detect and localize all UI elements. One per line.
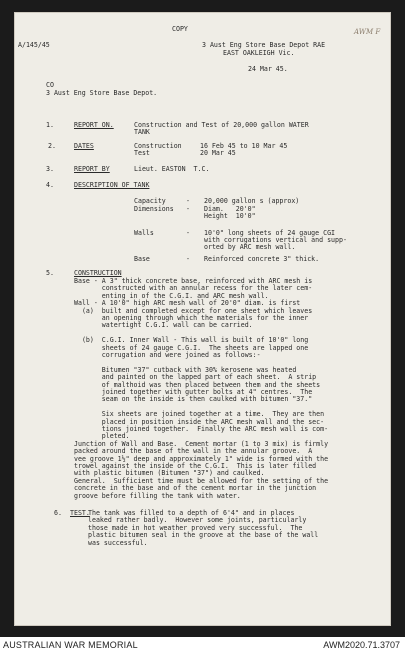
capacity-value: 20,000 gallon s (approx) xyxy=(204,197,300,205)
walls-value-2: with corrugations vertical and supp- xyxy=(204,236,347,244)
base-dash: - xyxy=(186,255,190,263)
section-4-title: DESCRIPTION OF TANK xyxy=(74,181,150,189)
construction-line: Bitumen "37" cutback with 30% kerosene was heated xyxy=(74,365,297,374)
capacity-dash: - xyxy=(186,197,190,205)
accession-number: AWM2020.71.3707 xyxy=(323,640,400,650)
walls-value-1: 10'0" long sheets of 24 gauge CGI xyxy=(204,229,336,237)
construction-line: General. Sufficient time must be allowed for the setting of the xyxy=(74,476,329,485)
construction-line: concrete in the base and of the cement mortar in the junction xyxy=(74,484,317,493)
report-author: Lieut. EASTON T.C. xyxy=(134,165,210,173)
construction-line: groove before filling the tank with water. xyxy=(74,491,241,500)
section-2-number: 2. xyxy=(48,142,56,150)
height-value: Height 10'0" xyxy=(204,212,256,220)
construction-line: trowel against the inside of the C.G.I. This is later filled xyxy=(74,462,317,470)
document-date: 24 Mar 45. xyxy=(248,65,288,73)
handwritten-mark: AWM F xyxy=(354,28,381,36)
base-label: Base xyxy=(134,255,150,263)
construction-line: watertight C.G.I. wall can be carried. xyxy=(74,321,253,330)
construction-line: joined together with gutter bolts at 4" centres. The xyxy=(74,388,313,396)
construction-line: vee groove 1½" deep and approximately 1" wide is formed with the xyxy=(74,454,329,463)
dimensions-dash: - xyxy=(186,205,190,213)
section-5-number: 5. xyxy=(46,269,54,277)
walls-dash: - xyxy=(186,229,190,237)
construction-line: with plastic bitumen (Bitumen "37") and caulked. xyxy=(74,469,265,478)
section-3-title: REPORT BY xyxy=(74,165,110,173)
construction-line: and painted on the lapped part of each sheet. A strip xyxy=(74,373,317,382)
construction-label: Construction xyxy=(134,142,182,150)
construction-line: placed in position inside the ARC mesh wall and the sec- xyxy=(74,417,325,426)
section-5-title: CONSTRUCTION xyxy=(74,269,122,277)
document-page xyxy=(14,12,391,626)
section-6-title: TEST. xyxy=(70,509,90,517)
test-line: plastic bitumen seal in the groove at the base of the wall xyxy=(88,531,319,540)
test-date: 20 Mar 45 xyxy=(200,149,236,157)
construction-line: packed around the base of the wall in the annular groove. A xyxy=(74,447,313,456)
sender-location: EAST OAKLEIGH Vic. xyxy=(223,49,295,57)
institution-name: AUSTRALIAN WAR MEMORIAL xyxy=(3,640,138,650)
construction-line: (a) built and completed except for one sheet which leaves xyxy=(74,306,313,315)
construction-line: Wall - A 10'0" high ARC mesh wall of 20'0" diam. is first xyxy=(74,299,301,308)
construction-line: Base - A 3" thick concrete base, reinforced with ARC mesh is xyxy=(74,277,313,285)
test-line: was successful. xyxy=(88,538,148,547)
footer-bar xyxy=(0,637,405,653)
construction-line: seam on the inside is then caulked with bitumen "37." xyxy=(74,395,313,404)
test-line: The tank was filled to a depth of 6'4" and in places xyxy=(88,509,295,517)
diameter-value: Diam. 20'0" xyxy=(204,205,256,213)
test-label: Test xyxy=(134,149,150,157)
walls-value-3: orted by ARC mesh wall. xyxy=(204,243,296,251)
section-6-number: 6. xyxy=(54,509,62,517)
capacity-label: Capacity xyxy=(134,197,166,205)
section-1-text-cont: TANK xyxy=(134,128,150,136)
test-line: leaked rather badly. However some joints, particularly xyxy=(88,516,307,525)
section-1-text: Construction and Test of 20,000 gallon WATER xyxy=(134,121,309,129)
section-3-number: 3. xyxy=(46,165,54,173)
base-value: Reinforced concrete 3" thick. xyxy=(204,255,320,263)
copy-heading: COPY xyxy=(172,25,188,33)
recipient-title: CO xyxy=(46,81,54,89)
construction-line: (b) C.G.I. Inner Wall - This wall is built of 10'0" long xyxy=(74,336,309,345)
section-2-title: DATES xyxy=(74,142,94,150)
construction-line: tions joined together. Finally the ARC mesh wall is com- xyxy=(74,425,329,433)
construction-line: Junction of Wall and Base. Cement mortar (1 to 3 mix) is firmly xyxy=(74,439,329,448)
construction-line: enting in of the C.G.I. and ARC mesh wall. xyxy=(74,291,269,300)
construction-line: Six sheets are joined together at a time. They are then xyxy=(74,410,325,419)
reference-number: A/145/45 xyxy=(18,41,50,49)
construction-line: sheets of 24 gauge C.G.I. The sheets are lapped one xyxy=(74,343,309,352)
section-1-number: 1. xyxy=(46,121,54,129)
recipient-unit: 3 Aust Eng Store Base Depot. xyxy=(46,89,158,97)
construction-line: pleted. xyxy=(74,432,130,441)
section-4-number: 4. xyxy=(46,181,54,189)
construction-line: of malthoid was then placed between them and the sheets xyxy=(74,380,321,389)
construction-line: an opening through which the materials for the inner xyxy=(74,314,309,322)
test-line: those made in hot weather proved very successful. The xyxy=(88,523,303,532)
sender-unit: 3 Aust Eng Store Base Depot RAE xyxy=(202,41,326,49)
construction-dates: 16 Feb 45 to 10 Mar 45 xyxy=(200,142,288,150)
section-1-title: REPORT ON. xyxy=(74,121,114,129)
construction-line: constructed with an annular recess for the later cem- xyxy=(74,284,313,293)
construction-line: corrugation and were joined as follows:- xyxy=(74,351,261,359)
dimensions-label: Dimensions xyxy=(134,205,174,213)
walls-label: Walls xyxy=(134,229,154,237)
